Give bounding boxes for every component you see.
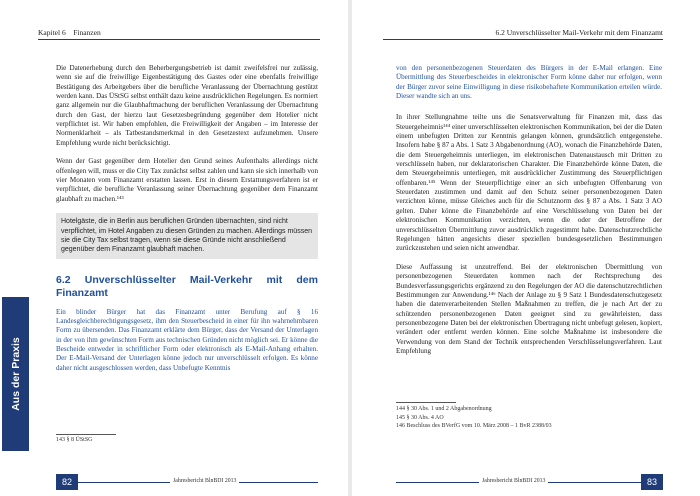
footnote-rule-right — [396, 402, 456, 403]
right-blue-paragraph: von den personenbezogenen Steuerdaten des Bürgers in der E-Mail erlangen. Eine Übermittlung des Steuerbescheides in elektronischer Form könne daher nur erfolgen, wenn der Bürger zuvor seine Einwilligung in diese risikobehaftete Kommunikation erteilen würde. Dieser wandte sich an uns. — [396, 64, 662, 101]
section-heading: 6.2 Unverschlüsselter Mail-Verkehr mit dem Finanzamt — [56, 273, 318, 299]
running-head-left: Kapitel 6 Finanzen — [38, 28, 320, 40]
footnotes-left — [56, 436, 318, 445]
callout-box: Hotelgäste, die in Berlin aus beruflichen Gründen übernachten, sind nicht verpflichtet, im Hotel Angaben zu diesen Gründen zu machen. Allerdings müssen sie die City Tax selbst tragen, wenn sie diese Gründe nicht anschließend gegenüber dem Finanzamt glaubhaft machen. — [56, 213, 318, 258]
right-body — [396, 64, 662, 366]
left-paragraph-1: Die Datenerhebung durch den Beherbergungsbetrieb ist damit zweifelsfrei nur zulässig, wenn sie auf die freiwillige Eigenbestätigung des Gastes oder eine ebenfalls freiwillige Bestätigung des Arbeitgebers über die berufliche Veranlassung der Übernachtung gestützt werden kann. Das ÜStSG selbst enthält dazu keine ausdrücklichen Regelungen. Es normiert ganz allgemein nur die Glaubhaftmachung der beruflichen Veranlassung der Übernachtung durch den Gast, der hierzu laut Gesetzesbegründung gegenüber dem Hotelier nicht verpflichtet ist. Wir haben empfohlen, die Freiwilligkeit der Angaben – im Interesse der Normenklarheit – als Tatbestandsmerkmal in den Gesetzestext aufzunehmen. Unsere Empfehlung wurde nicht berücksichtigt. — [56, 64, 318, 147]
left-paragraph-2: Wenn der Gast gegenüber dem Hotelier den Grund seines Aufenthalts allerdings nicht offenlegen will, muss er die City Tax zunächst selbst zahlen und kann sie sich innerhalb von vier Monaten vom Finanzamt erstatten lassen. Erst in diesem Erstattungsverfahren ist er verpflichtet, die berufliche Veranlassung seiner Übernachtung gegenüber dem Finanzamt glaubhaft zu machen.¹⁴³ — [56, 157, 318, 203]
page-number-right: 83 — [641, 474, 663, 490]
left-body — [56, 64, 318, 382]
left-blue-paragraph: Ein blinder Bürger hat das Finanzamt unter Berufung auf § 16 Landesgleichberechtigungsgesetz, ihm den Steuerbescheid in einer für ihn wahrnehmbaren Form zu übersenden. Das Finanzamt erklärte dem Bürger, dass der Versand der Unterlagen in der von ihm gewünschten Form aus technischen Gründen nicht möglich sei. Er könne die Bescheide entweder in schriftlicher Form oder elektronisch als E-Mail-Anhang erhalten. Der E-Mail-Versand der Unterlagen könne jedoch nur unverschlüsselt erfolgen. Es könne daher nicht ausgeschlossen werden, dass Unbefugte Kenntnis — [56, 307, 318, 372]
footnote: 145 § 30 Abs. 4 AO — [396, 414, 444, 421]
right-paragraph-2: Diese Auffassung ist unzutreffend. Bei der elektronischen Übermittlung von personenbezogenen Steuerdaten kommen nach der Rechtsprechung des Bundesverfassungsgerichts ergänzend zu den Regelungen der AO die datenschutzrechtlichen Bestimmungen zur Anwendung.¹⁴⁶ Nach der Anlage zu § 9 Satz 1 Bundesdatenschutzgesetz haben die datenverarbeitenden Stellen Maßnahmen zu treffen, die je nach Art der zu schützenden personenbezogenen Daten geeignet sind zu gewährleisten, dass personenbezogene Daten bei der elektronischen Übertragung nicht unbefugt gelesen, kopiert, verändert oder entfernt werden können. Eine solche Maßnahme ist insbesondere die Verwendung von dem Stand der Technik entsprechenden Verschlüsselungsverfahren. Laut Empfehlung — [396, 262, 662, 355]
footnote-rule-left — [56, 434, 116, 435]
right-paragraph-1: In ihrer Stellungnahme teilte uns die Senatsverwaltung für Finanzen mit, dass das Steuergeheimnis¹⁴⁴ einer unverschlüsselten elektronischen Kommunikation, bei der die Daten einem unbefugten Dritten zur Kenntnis gelangen können, grundsätzlich entgegenstehe. Insofern habe § 87 a Abs. 1 Satz 3 Abgabenordnung (AO), wonach die Finanzbehörde Daten, die dem Steuergeheimnis unterliegen, im elektronischen Datenaustausch mit Dritten zu verschlüsseln haben, nur deklaratorischen Charakter. Die Finanzbehörde könne Daten, die dem Steuergeheimnis unterliegen, mit ausdrücklicher Zustimmung des Steuerpflichtigen offenbaren.¹⁴⁵ Wenn der Steuerpflichtige einer an sich unbefugten Offenbarung von Steuerdaten zustimmen und damit auf den Schutz seiner personenbezogenen Daten verzichten könne, müsse Gleiches auch für die Schutznorm des § 87 a Abs. 1 Satz 3 AO gelten. Daher könne die Finanzbehörde auf eine Verschlüsselung von Daten bei der elektronischen Kommunikation verzichten, wenn die oder der Betroffene der unverschlüsselten Übermittlung zuvor ausdrücklich zugestimmt habe. Datenschutzrechtliche Regelungen hätten angesichts dieser speziellen bundesgesetzlichen Bestimmungen zurückzustehen und seien nicht anwendbar. — [396, 113, 662, 253]
footnote: 143 § 8 ÜStSG — [56, 437, 93, 443]
footnotes-right — [396, 405, 662, 431]
running-head-right: 6.2 Unverschlüsselter Mail-Verkehr mit dem Finanzamt — [383, 28, 663, 40]
page-number-left: 82 — [56, 474, 78, 490]
footer-text-right: Jahresbericht BlnBDI 2013 — [479, 478, 548, 484]
footnote: 146 Beschluss des BVerfG vom 10. März 2008 – 1 BvR 2388/03 — [396, 423, 552, 430]
footnote: 144 § 30 Abs. 1 und 2 Abgabenordnung — [396, 406, 492, 412]
right-page — [352, 0, 700, 496]
left-page — [0, 0, 348, 496]
footer-text-left: Jahresbericht BlnBDI 2013 — [170, 478, 239, 484]
side-tab — [2, 297, 29, 451]
side-tab-label: Aus der Praxis — [9, 337, 22, 411]
